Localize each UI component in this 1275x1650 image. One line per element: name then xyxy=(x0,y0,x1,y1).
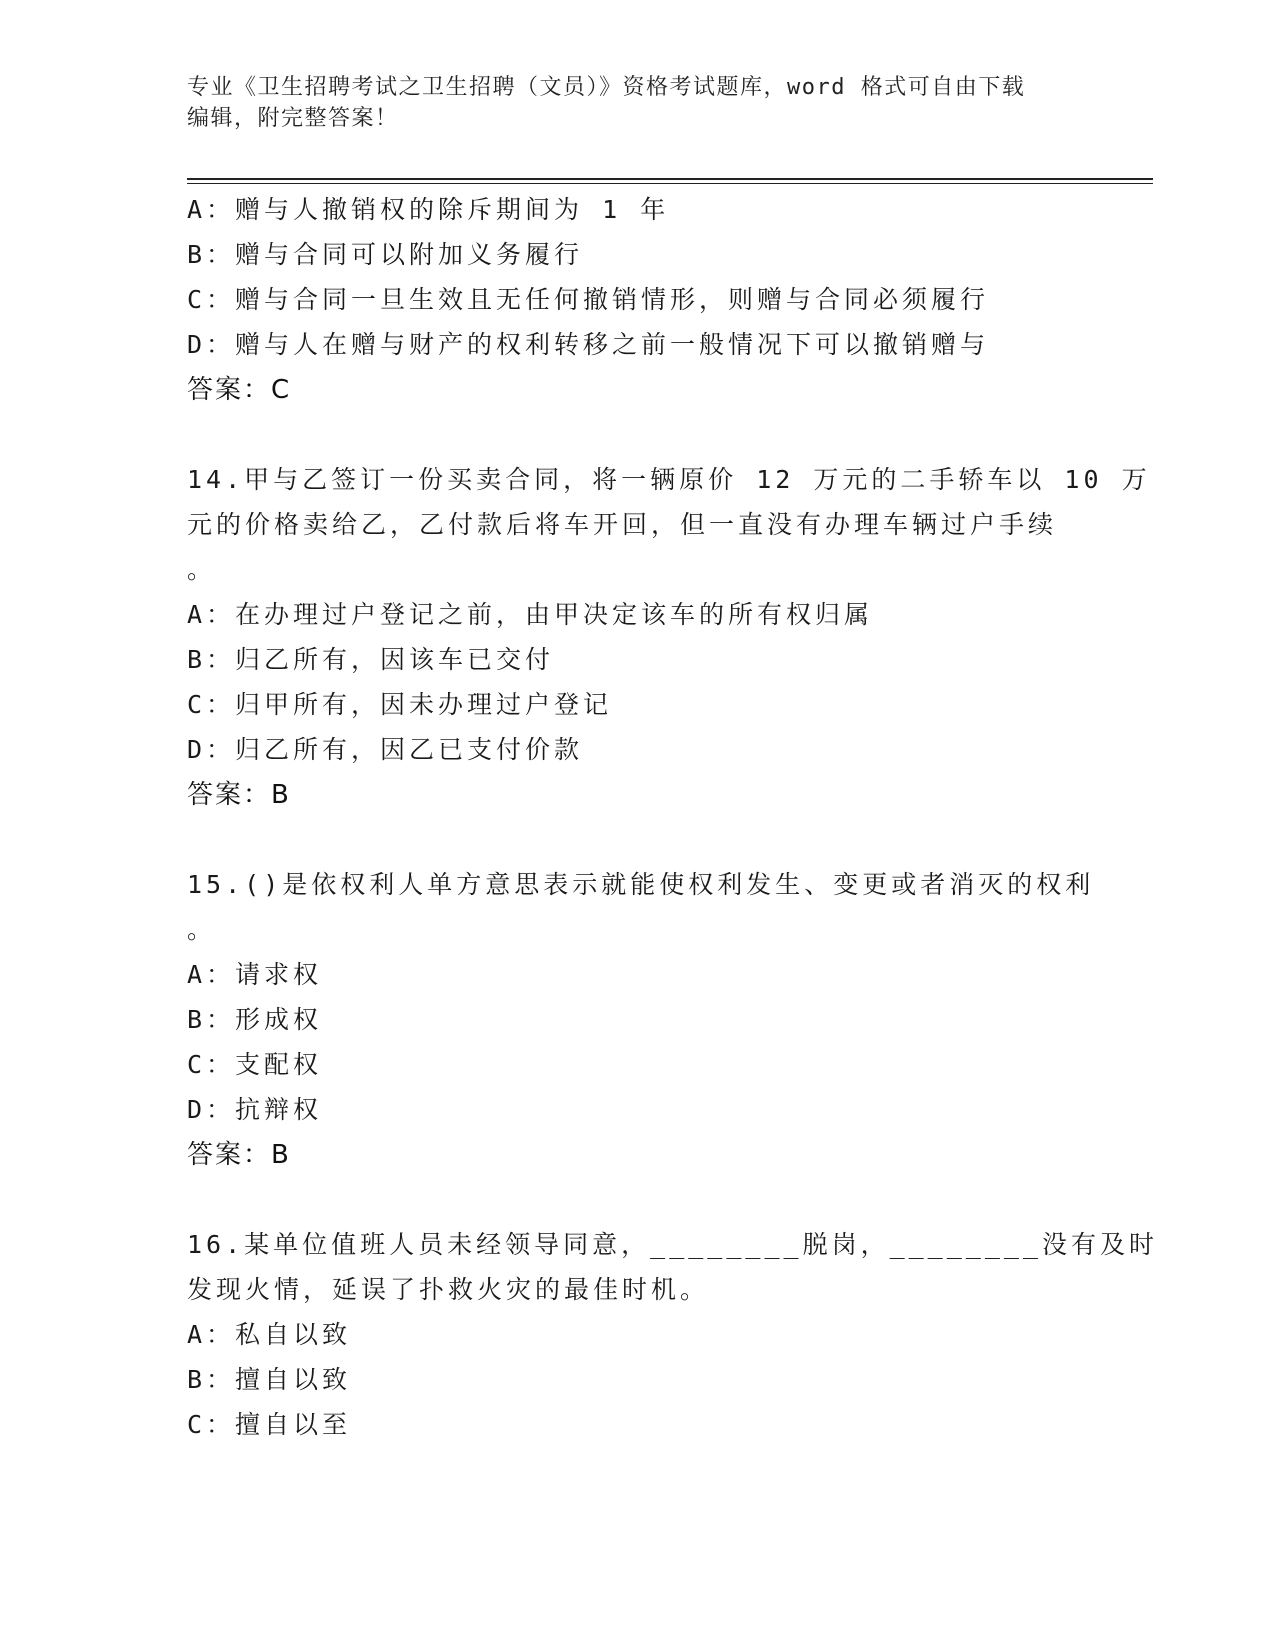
q15-answer: 答案：B xyxy=(187,1140,291,1170)
q15-option-b: B：形成权 xyxy=(187,1005,323,1034)
q15-option-a: A：请求权 xyxy=(187,960,323,989)
q13-option-a: A：赠与人撤销权的除斥期间为 1 年 xyxy=(187,195,670,224)
q16-option-a: A：私自以致 xyxy=(187,1320,352,1349)
q13-answer: 答案：C xyxy=(187,375,292,405)
q13-option-d: D：赠与人在赠与财产的权利转移之前一般情况下可以撤销赠与 xyxy=(187,330,990,359)
q14-stem-line-3: 。 xyxy=(187,555,217,584)
q13-option-b: B：赠与合同可以附加义务履行 xyxy=(187,240,584,269)
header-line-1: 专业《卫生招聘考试之卫生招聘（文员）》资格考试题库，word 格式可自由下载 xyxy=(187,75,1026,100)
q15-stem-line-2: 。 xyxy=(187,915,217,944)
q16-option-c: C：擅自以至 xyxy=(187,1410,352,1439)
q15-option-d: D：抗辩权 xyxy=(187,1095,323,1124)
header-divider-thick xyxy=(187,178,1153,180)
q14-option-d: D：归乙所有，因乙已支付价款 xyxy=(187,735,584,764)
header-line-2: 编辑，附完整答案！ xyxy=(187,106,399,131)
q14-option-c: C：归甲所有，因未办理过户登记 xyxy=(187,690,613,719)
q13-option-c: C：赠与合同一旦生效且无任何撤销情形，则赠与合同必须履行 xyxy=(187,285,990,314)
document-header xyxy=(187,72,1067,134)
q16-stem-line-2: 发现火情，延误了扑救火灾的最佳时机。 xyxy=(187,1275,710,1304)
q15-option-c: C：支配权 xyxy=(187,1050,323,1079)
q16-option-b: B：擅自以致 xyxy=(187,1365,352,1394)
q14-option-b: B：归乙所有，因该车已交付 xyxy=(187,645,555,674)
q15-stem-line-1: 15.()是依权利人单方意思表示就能使权利发生、变更或者消灭的权利 xyxy=(187,870,1095,899)
header-divider-thin xyxy=(187,183,1153,184)
q14-option-a: A：在办理过户登记之前，由甲决定该车的所有权归属 xyxy=(187,600,874,629)
q14-stem-line-1: 14.甲与乙签订一份买卖合同，将一辆原价 12 万元的二手轿车以 10 万 xyxy=(187,465,1151,494)
q14-answer: 答案：B xyxy=(187,780,291,810)
q14-stem-line-2: 元的价格卖给乙，乙付款后将车开回，但一直没有办理车辆过户手续 xyxy=(187,510,1058,539)
q16-stem-line-1: 16.某单位值班人员未经领导同意，________脱岗，________没有及时 xyxy=(187,1230,1158,1259)
